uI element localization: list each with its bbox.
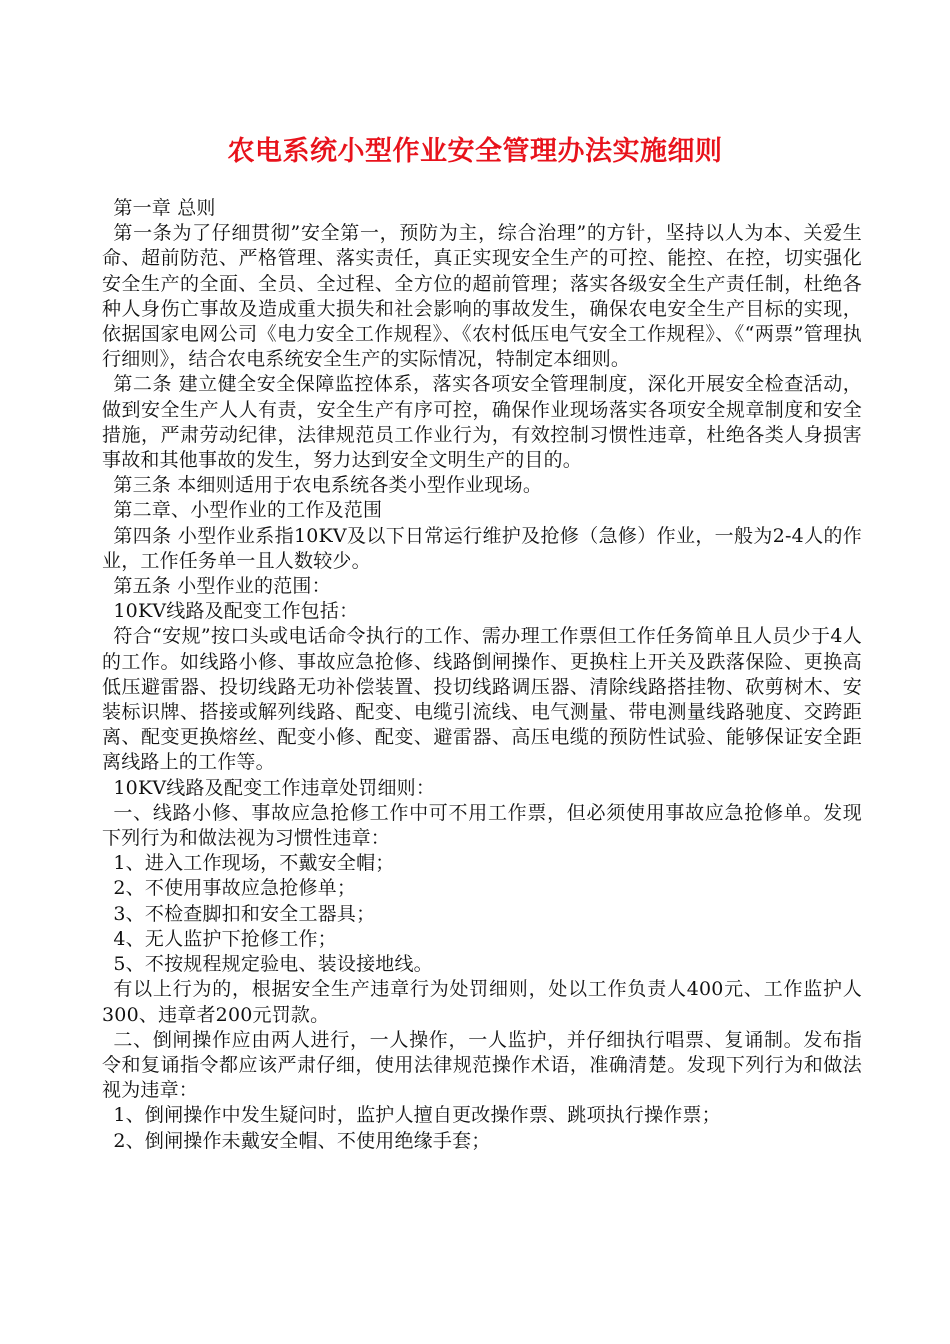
paragraph: 一、线路小修、事故应急抢修工作中可不用工作票，但必须使用事故应急抢修单。发现下列行为和做法视为习惯性违章： bbox=[102, 801, 862, 850]
paragraph: 3、不检查脚扣和安全工器具； bbox=[113, 902, 376, 925]
paragraph: 第五条 小型作业的范围： bbox=[113, 575, 331, 598]
paragraph: 第一章 总则 bbox=[113, 197, 216, 219]
paragraph: 2、不使用事故应急抢修单； bbox=[113, 877, 357, 900]
paragraph: 1、倒闸操作中发生疑问时，监护人擅自更改操作票、跳项执行操作票； bbox=[113, 1104, 721, 1127]
paragraph: 10KV线路及配变工作违章处罚细则： bbox=[113, 776, 436, 799]
paragraph: 10KV线路及配变工作包括： bbox=[113, 600, 359, 623]
paragraph: 第一条为了仔细贯彻”安全第一，预防为主，综合治理”的方针，坚持以人为本、关爱生命、超前防范、严格管理、落实责任，真正实现安全生产的可控、能控、在控，切实强化安全生产的全面、全员、全过程、全方位的超前管理；落实各级安全生产责任制，杜绝各种人身伤亡事故及造成重大损失和社会影响的事故发生，确保农电安全生产目标的实现，依据国家电网公司《电力安全工作规程》、《农村低压电气安全工作规程》、《“两票”管理执行细则》，结合农电系统安全生产的实际情况，特制定本细则。 bbox=[102, 222, 862, 371]
document-title: 农电系统小型作业安全管理办法实施细则 bbox=[227, 136, 723, 167]
paragraph: 第三条 本细则适用于农电系统各类小型作业现场。 bbox=[113, 474, 543, 497]
paragraph: 符合“安规”按口头或电话命令执行的工作、需办理工作票但工作任务简单且人员少于4人的工作。如线路小修、事故应急抢修、线路倒闸操作、更换柱上开关及跌落保险、更换高低压避雷器、投切线路无功补偿装置、投切线路调压器、清除线路搭挂物、砍剪树木、安装标识牌、搭接或解列线路、配变、电缆引流线、电气测量、带电测量线路驰度、交跨距离、配变更换熔丝、配变小修、配变、避雷器、高压电缆的预防性试验、能够保证安全距离线路上的工作等。 bbox=[102, 625, 862, 774]
document-body bbox=[102, 196, 862, 1154]
paragraph: 第二章、小型作业的工作及范围 bbox=[113, 499, 383, 522]
paragraph: 二、倒闸操作应由两人进行，一人操作，一人监护，并仔细执行唱票、复诵制。发布指令和复诵指令都应该严肃仔细，使用法律规范操作术语，准确清楚。发现下列行为和做法视为违章： bbox=[102, 1028, 862, 1102]
paragraph: 5、不按规程规定验电、装设接地线。 bbox=[113, 953, 433, 976]
paragraph: 4、无人监护下抢修工作； bbox=[113, 927, 337, 950]
paragraph: 2、倒闸操作未戴安全帽、不使用绝缘手套； bbox=[113, 1129, 491, 1152]
paragraph: 1、进入工作现场，不戴安全帽； bbox=[113, 852, 395, 875]
paragraph: 第二条 建立健全安全保障监控体系，落实各项安全管理制度，深化开展安全检查活动，做到安全生产人人有责，安全生产有序可控，确保作业现场落实各项安全规章制度和安全措施，严肃劳动纪律，法律规范员工作业行为，有效控制习惯性违章，杜绝各类人身损害事故和其他事故的发生，努力达到安全文明生产的目的。 bbox=[102, 373, 862, 472]
paragraph: 有以上行为的，根据安全生产违章行为处罚细则，处以工作负责人400元、工作监护人300、违章者200元罚款。 bbox=[102, 978, 862, 1026]
paragraph: 第四条 小型作业系指10KV及以下日常运行维护及抢修（急修）作业，一般为2-4人的作业，工作任务单一且人数较少。 bbox=[102, 524, 862, 572]
